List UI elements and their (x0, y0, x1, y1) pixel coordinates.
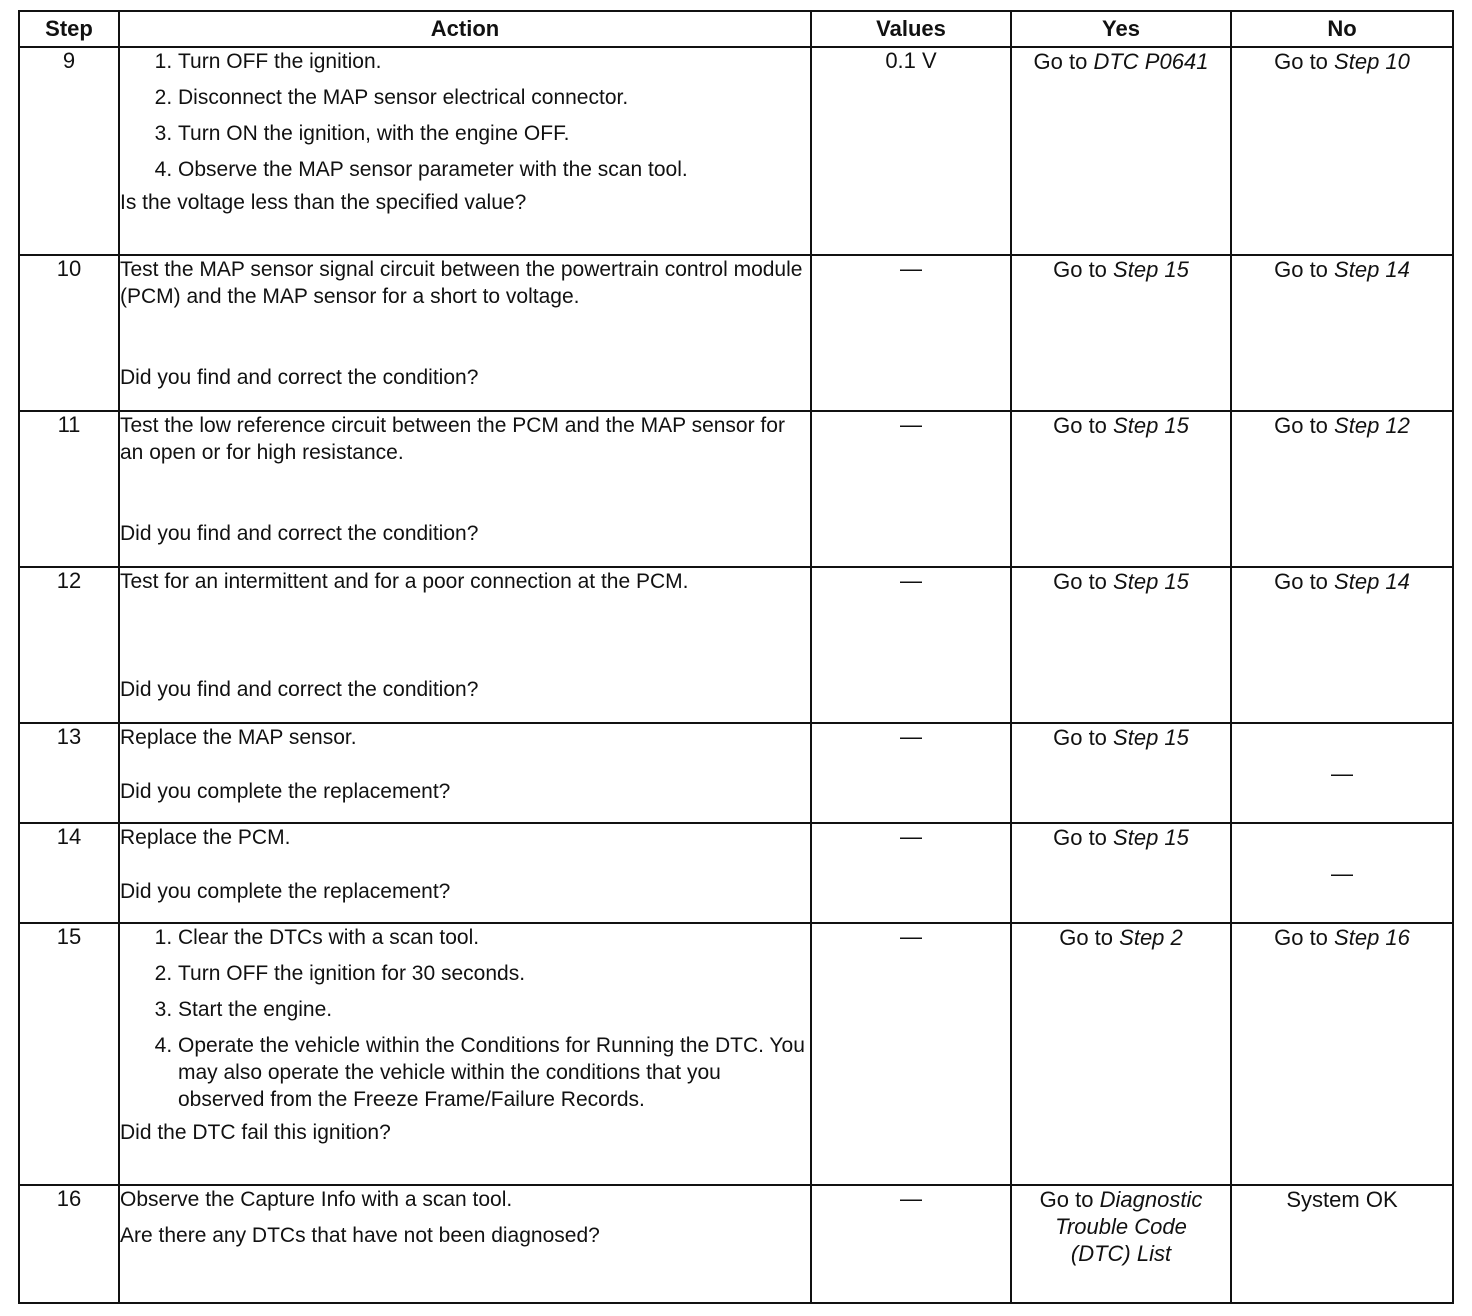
step-number: 10 (19, 255, 119, 411)
no-cell: — (1231, 723, 1453, 823)
header-row (19, 11, 1453, 47)
action-text: Observe the Capture Info with a scan tool. (120, 1188, 513, 1211)
action-question: Did you complete the replacement? (120, 780, 451, 803)
no-cell: — (1231, 823, 1453, 923)
goto-prefix: Go to (1053, 825, 1107, 850)
action-step: 4. Operate the vehicle within the Conditions for Running the DTC. You may also operate the vehicle within the conditions that you observed from the Freeze Frame/Failure Records. (178, 1032, 810, 1113)
table-row (19, 47, 1453, 255)
action-steps (120, 48, 810, 183)
no-cell (1231, 411, 1453, 567)
yes-cell (1011, 567, 1231, 723)
goto-prefix: Go to (1053, 569, 1107, 594)
yes-cell (1011, 1185, 1231, 1303)
goto-prefix: Go to (1274, 925, 1328, 950)
no-cell (1231, 47, 1453, 255)
value-cell: — (811, 923, 1011, 1185)
action-question: Are there any DTCs that have not been diagnosed? (120, 1224, 600, 1247)
value-cell: — (811, 723, 1011, 823)
goto-prefix: Go to (1274, 413, 1328, 438)
yes-cell (1011, 255, 1231, 411)
table-row (19, 411, 1453, 567)
table-row (19, 567, 1453, 723)
goto-link[interactable]: Step 12 (1334, 413, 1410, 438)
goto-prefix: Go to (1053, 257, 1107, 282)
step-number: 9 (19, 47, 119, 255)
action-steps (120, 924, 810, 1113)
value-cell: — (811, 1185, 1011, 1303)
yes-cell (1011, 411, 1231, 567)
action-step: 3. Turn ON the ignition, with the engine OFF. (178, 120, 810, 147)
goto-link[interactable]: Step 16 (1334, 925, 1410, 950)
value-cell: 0.1 V (811, 47, 1011, 255)
goto-link[interactable]: Step 15 (1113, 257, 1189, 282)
action-step: 2. Disconnect the MAP sensor electrical connector. (178, 84, 810, 111)
action-step: 4. Observe the MAP sensor parameter with the scan tool. (178, 156, 810, 183)
action-question: Did you complete the replacement? (120, 880, 451, 903)
value-cell: — (811, 823, 1011, 923)
action-text: Test the MAP sensor signal circuit between the powertrain control module (PCM) and the MAP sensor for a short to voltage. (120, 258, 803, 308)
table-row (19, 1185, 1453, 1303)
action-cell (119, 567, 811, 723)
goto-prefix: Go to (1053, 725, 1107, 750)
action-question: Did you find and correct the condition? (120, 366, 479, 389)
value-cell: — (811, 411, 1011, 567)
action-cell (119, 411, 811, 567)
action-text: Replace the PCM. (120, 826, 291, 849)
action-step: 1. Turn OFF the ignition. (178, 48, 810, 75)
goto-prefix: Go to (1039, 1187, 1094, 1212)
header-no: No (1231, 11, 1453, 47)
goto-link[interactable]: DTC P0641 (1093, 49, 1209, 74)
goto-link[interactable]: Step 15 (1113, 825, 1189, 850)
header-yes: Yes (1011, 11, 1231, 47)
action-text: Replace the MAP sensor. (120, 726, 357, 749)
table-row (19, 923, 1453, 1185)
action-question: Did you find and correct the condition? (120, 522, 479, 545)
no-cell (1231, 255, 1453, 411)
step-number: 11 (19, 411, 119, 567)
header-values: Values (811, 11, 1011, 47)
goto-prefix: Go to (1033, 49, 1088, 74)
action-question: Did the DTC fail this ignition? (120, 1121, 391, 1144)
goto-link[interactable]: Diagnostic Trouble Code (DTC) List (1055, 1187, 1203, 1266)
action-text: Test for an intermittent and for a poor connection at the PCM. (120, 570, 689, 593)
action-step: 1. Clear the DTCs with a scan tool. (178, 924, 810, 951)
action-question: Did you find and correct the condition? (120, 678, 479, 701)
no-cell (1231, 923, 1453, 1185)
table-row (19, 255, 1453, 411)
action-cell (119, 723, 811, 823)
goto-link[interactable]: Step 15 (1113, 725, 1189, 750)
goto-link[interactable]: Step 15 (1113, 569, 1189, 594)
action-cell (119, 1185, 811, 1303)
action-cell (119, 923, 811, 1185)
table-row (19, 823, 1453, 923)
value-cell: — (811, 567, 1011, 723)
no-cell (1231, 567, 1453, 723)
step-number: 13 (19, 723, 119, 823)
action-text: Test the low reference circuit between the PCM and the MAP sensor for an open or for high resistance. (120, 414, 785, 464)
step-number: 16 (19, 1185, 119, 1303)
value-cell: — (811, 255, 1011, 411)
yes-cell (1011, 823, 1231, 923)
goto-link[interactable]: Step 2 (1119, 925, 1183, 950)
goto-link[interactable]: Step 14 (1334, 569, 1410, 594)
step-number: 15 (19, 923, 119, 1185)
action-question: Is the voltage less than the specified value? (120, 191, 527, 214)
table-row (19, 723, 1453, 823)
goto-prefix: Go to (1059, 925, 1114, 950)
diagnostic-table (18, 10, 1454, 1304)
goto-prefix: Go to (1274, 569, 1328, 594)
action-cell (119, 255, 811, 411)
no-cell: System OK (1231, 1185, 1453, 1303)
header-step: Step (19, 11, 119, 47)
yes-cell (1011, 723, 1231, 823)
goto-link[interactable]: Step 15 (1113, 413, 1189, 438)
goto-link[interactable]: Step 14 (1334, 257, 1410, 282)
goto-prefix: Go to (1274, 49, 1328, 74)
header-action: Action (119, 11, 811, 47)
goto-link[interactable]: Step 10 (1334, 49, 1410, 74)
goto-prefix: Go to (1053, 413, 1107, 438)
goto-prefix: Go to (1274, 257, 1328, 282)
action-cell (119, 823, 811, 923)
step-number: 14 (19, 823, 119, 923)
step-number: 12 (19, 567, 119, 723)
action-cell (119, 47, 811, 255)
action-step: 2. Turn OFF the ignition for 30 seconds. (178, 960, 810, 987)
yes-cell (1011, 47, 1231, 255)
action-step: 3. Start the engine. (178, 996, 810, 1023)
yes-cell (1011, 923, 1231, 1185)
